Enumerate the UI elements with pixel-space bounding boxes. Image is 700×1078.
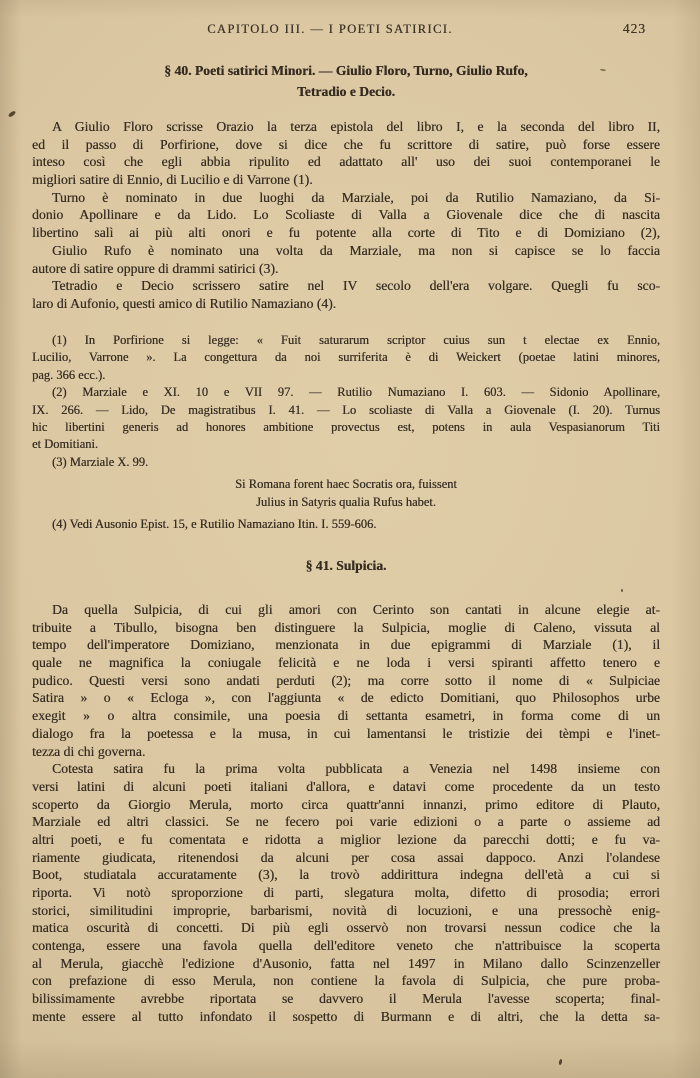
text-line: Satira » o « Ecloga », con l'aggiunta « de edicto Domitiani, quo Philosophos urbe — [32, 690, 660, 706]
text-line: riamente giudicata, ritenendosi da alcuni per cosa assai dappoco. Anzi l'olandese — [32, 849, 660, 865]
text-line: exegit » o altra consimile, una poesia di settanta esametri, in forma come di un — [32, 708, 660, 724]
paragraph — [32, 189, 660, 242]
text-line: IX. 266. — Lido, De magistratibus I. 41. — Lo scoliaste di Valla a Giovenale (I. 20). Turnus — [32, 402, 660, 417]
running-header — [0, 22, 700, 40]
text-line: Da quella Sulpicia, di cui gli amori con Cerinto son cantati in alcune elegie at- — [52, 602, 660, 617]
text-line: (3) Marziale X. 99. — [52, 454, 149, 469]
text-line: donio Apollinare e da Lido. Lo Scoliaste di Valla a Giovenale dice che di nascita — [32, 207, 660, 223]
text-line: Si Romana forent haec Socratis ora, fuissent — [235, 477, 457, 492]
text-line: A Giulio Floro scrisse Orazio la terza epistola del libro I, e la seconda del libro II, — [52, 119, 660, 134]
chapter-title: CAPITOLO III. — I POETI SATIRICI. — [207, 22, 453, 36]
text-line: con prefazione di esso Merula, non contiene la favola di Sulpicia, che pure proba- — [32, 973, 660, 989]
paragraph — [32, 277, 660, 312]
section-40-body — [32, 118, 660, 313]
text-line: tezza di chi governa. — [32, 743, 146, 759]
text-line: versi latini di alcuni poeti italiani d'allora, e datavi come procedente da un testo — [32, 778, 660, 794]
text-line: (2) Marziale e XI. 10 e VII 97. — Rutilio Numaziano I. 603. — Sidonio Apollinare, — [52, 385, 660, 400]
text-line: (4) Vedi Ausonio Epist. 15, e Rutilio Namaziano Itin. I. 559-606. — [52, 516, 377, 531]
footnote — [32, 454, 660, 471]
text-line: mente essere al tutto infondato il sospetto di Burmann e di altri, che la detta sa- — [32, 1008, 660, 1024]
footnote — [32, 332, 660, 384]
paragraph — [32, 242, 660, 277]
footnote — [32, 384, 660, 454]
ink-speck — [558, 1059, 562, 1065]
text-line: Marziale ed altri classici. Se ne fecero poi varie edizioni o a parte o assieme ad — [32, 814, 660, 830]
text-line: inteso così che egli abbia ripulito ed adattato all' uso dei suoi contemporanei le — [32, 154, 660, 170]
text-line: dialogo fra la poetessa e la musa, in cui lamentansi le tristizie dei tèmpi e l'inet- — [32, 725, 660, 741]
text-line: Tetradio e Decio. — [296, 83, 396, 99]
text-line: contenga, essere una favola quella dell'editore veneto che n'attribuisce la scoperta — [32, 938, 660, 954]
page-number: 423 — [622, 21, 646, 36]
text-line: pag. 366 ecc.). — [32, 367, 106, 382]
text-line: Boot, studiatala accuratamente (3), la trovò addirittura indegna dell'età a cui si — [32, 867, 660, 883]
ink-speck — [8, 110, 17, 118]
text-line: § 40. Poeti satirici Minori. — Giulio Floro, Turno, Giulio Rufo, — [164, 63, 528, 78]
footnote — [32, 516, 660, 533]
text-line: bilissimamente avrebbe riportata se davvero il Merula l'avesse scoperta; final- — [32, 991, 660, 1007]
section-41-body — [32, 601, 660, 1026]
text-line: Julius in Satyris qualia Rufus habet. — [256, 494, 436, 509]
text-line: migliori satire di Ennio, di Lucilio e di Varrone (1). — [32, 172, 313, 188]
text-line: et Domitiani. — [32, 437, 98, 452]
text-line: (1) In Porfirione si legge: « Fuit saturarum scriptor cuius sun t electae ex Ennio, — [52, 333, 660, 347]
text-line: altri poeti, e fu comentata e ridotta a miglior lezione da parecchi dotti; e fu va- — [32, 831, 660, 847]
text-line: Tetradio e Decio scrissero satire nel IV secolo dell'era volgare. Quegli fu sco- — [52, 278, 660, 294]
text-line: tempo dell'imperatore Domiziano, menzionata in due epigrammi di Marziale (1), il — [32, 637, 660, 653]
text-line: matica oscurità di concetti. Di più egli osservò non trovarsi nessun codice che la — [32, 920, 660, 936]
text-line: ed il passo di Porfirione, dove si dice che fu scrittore di satire, può forse essere — [32, 136, 660, 152]
ink-speck — [621, 589, 623, 592]
paragraph — [32, 601, 660, 760]
paragraph — [32, 760, 660, 1025]
text-line: Cotesta satira fu la prima volta pubblicata a Venezia nel 1498 insieme con — [52, 761, 660, 777]
paragraph — [32, 118, 660, 189]
text-line: pudico. Questi versi sono andati perduti (2); ma corre sotto il nome di « Sulpiciae — [32, 672, 660, 688]
text-line: laro di Aufonio, questi amico di Rutilio Namaziano (4). — [32, 295, 337, 311]
footnote-verse — [32, 476, 660, 511]
text-line: quale ne magnifica la coniugale felicità e ne loda i versi spiranti affetto tenero e — [32, 655, 660, 671]
text-line: riporta. Vi notò sproporzione di parti, slegatura molta, difetto di prosodia; errori — [32, 885, 660, 900]
text-line: hic libertini generis ad honores ambitione provectus est, potens in aula Vespasianorum Titi — [32, 419, 660, 434]
text-line: storici, similitudini improprie, barbarismi, novità di locuzioni, e una pressochè enig- — [32, 902, 660, 918]
footnotes-block — [32, 332, 660, 533]
text-line: libertino salì ai più alti onori e fu potente alla corte di Tito e di Domiziano (2), — [32, 225, 660, 241]
text-line: al Merula, giacchè l'edizione d'Ausonio, fatta nel 1497 in Milano dallo Scinzenzeller — [32, 955, 660, 971]
text-line: Lucilio, Varrone ». La congettura da noi surriferita è di Weickert (poetae latini minores, — [32, 350, 660, 365]
section-41-heading — [32, 557, 660, 575]
text-line: § 41. Sulpicia. — [305, 558, 387, 573]
section-40-heading — [32, 61, 660, 102]
text-line: tribuite a Tibullo, bisogna ben distinguere la Sulpicia, moglie di Caleno, vissuta al — [32, 619, 660, 635]
text-line: Turno è nominato in due luoghi da Marziale, poi da Rutilio Namaziano, da Si- — [52, 189, 660, 205]
text-line: autore di satire oppure di drammi satirici (3). — [32, 260, 279, 276]
text-line: scoperto da Giorgio Merula, morto circa quattr'anni innanzi, primo editore di Plauto, — [32, 796, 660, 812]
text-line: Giulio Rufo è nominato una volta da Marziale, ma non si capisce se lo faccia — [52, 242, 660, 258]
